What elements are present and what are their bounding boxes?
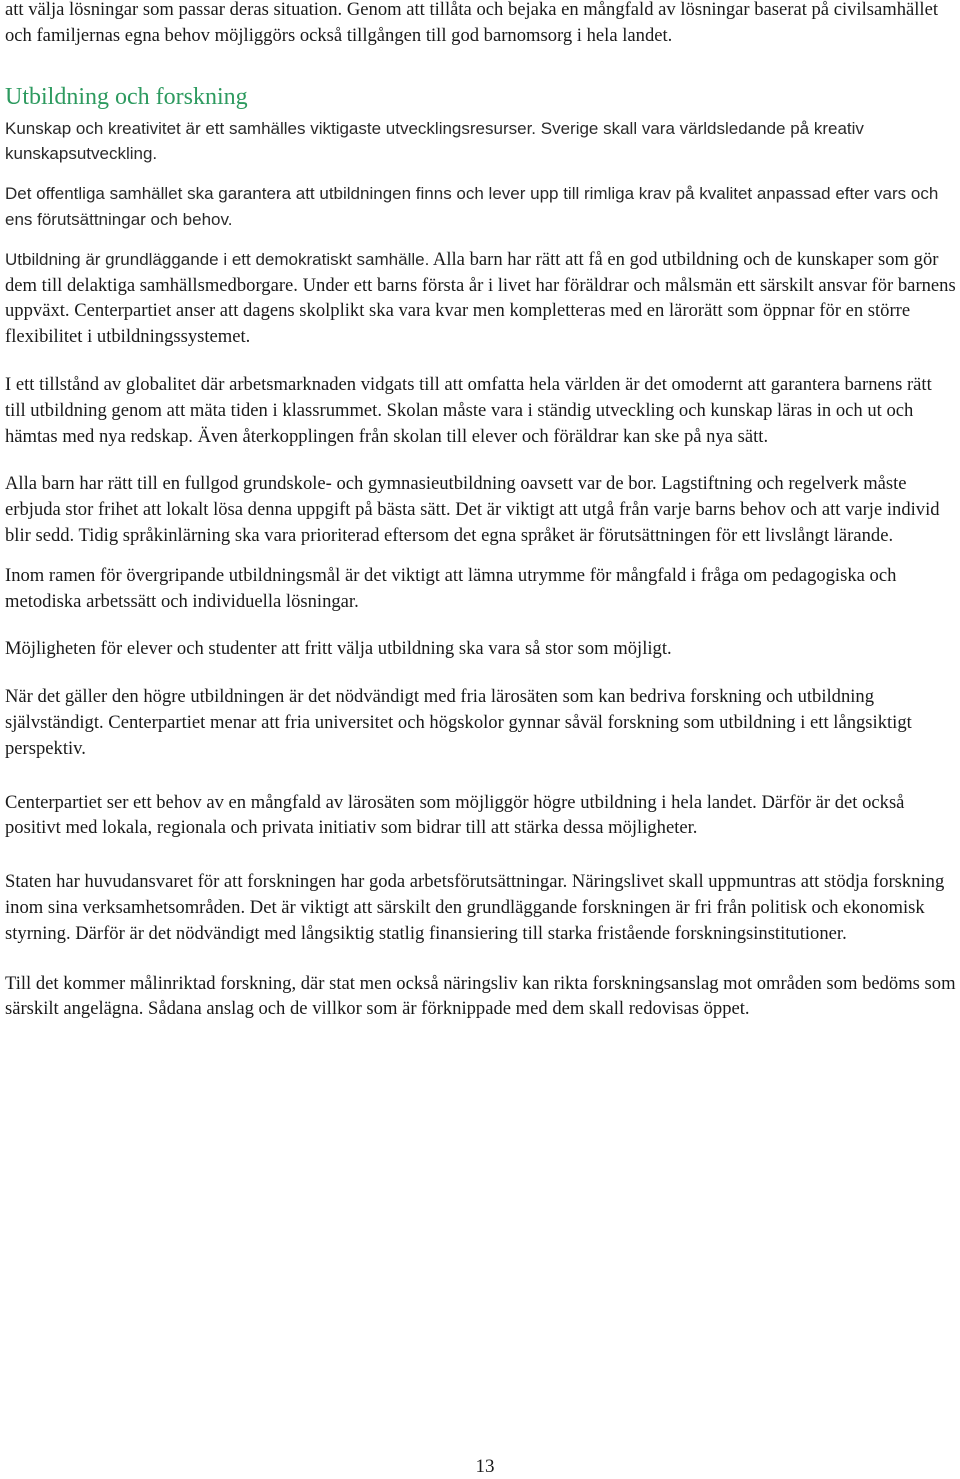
- lead-paragraph-1: Kunskap och kreativitet är ett samhälles viktigaste utvecklingsresurser. Sverige skall vara världsledande på kreativ kunskapsutveckling.: [5, 118, 864, 164]
- body-paragraph-7: Staten har huvudansvaret för att forskningen har goda arbetsförutsättningar. Näringslivet skall uppmuntras att stödja forskning inom sina verksamhetsområden. Det är viktigt att särskilt den grundläggande forskningen är fri från politisk och ekonomisk styrning. Därför är det nödvändigt med långsiktig statlig finansiering till starka fristående forskningsinstitutioner.: [5, 871, 945, 944]
- intro-paragraph: att välja lösningar som passar deras situation. Genom att tillåta och bejaka en mångfald av lösningar baserat på civilsamhället och familjernas egna behov möjliggörs också tillgången till god barnomsorg i hela landet.: [5, 0, 939, 46]
- body-paragraph-8: Till det kommer målinriktad forskning, där stat men också näringsliv kan rikta forskningsanslag mot områden som bedöms som särskilt angelägna. Sådana anslag och de villkor som är förknippade med dem skall redovisas öppet.: [5, 972, 956, 1020]
- document-page: [5, 0, 957, 1022]
- body-paragraph-5: När det gäller den högre utbildningen är det nödvändigt med fria lärosäten som kan bedriva forskning och utbildning självständigt. Centerpartiet menar att fria universitet och högskolor gynnar såväl forskning som utbildning i ett långsiktigt perspektiv.: [5, 686, 912, 759]
- body-paragraph-4: Möjligheten för elever och studenter att fritt välja utbildning ska vara så stor som möjligt.: [5, 638, 672, 660]
- body-paragraph-2: Alla barn har rätt till en fullgod grundskole- och gymnasieutbildning oavsett var de bor. Lagstiftning och regelverk måste erbjuda stor frihet att lokalt lösa denna uppgift på bästa sätt. Det är viktigt att utgå från varje barns behov och att varje individ blir sedd. Tidig språkinlärning ska vara prioriterad eftersom det egna språket är förutsättningen för ett livslångt lärande.: [5, 473, 940, 546]
- page-number: 13: [475, 1456, 495, 1477]
- mixed-paragraph-continuation: Alla barn har rätt att få en god utbildning och de kunskaper som gör dem till delaktiga samhällsmedborgare. Under ett barns första år i livet har föräldrar och målsmän ett särskilt ansvar för barnens uppväxt. Centerpartiet anser att dagens skolplikt ska vara kvar men kompletteras med en lärorätt som öppnar för en större flexibilitet i utbildningssystemet.: [5, 248, 956, 348]
- lead-paragraph-2: Det offentliga samhället ska garantera att utbildningen finns och lever upp till rimliga krav på kvalitet anpassad efter vars och ens förutsättningar och behov.: [5, 184, 939, 229]
- section-heading: Utbildning och forskning: [5, 83, 248, 110]
- lead-sentence: Utbildning är grundläggande i ett demokratiskt samhälle.: [5, 249, 430, 269]
- mixed-paragraph: [5, 247, 957, 350]
- body-paragraph-1: I ett tillstånd av globalitet där arbetsmarknaden vidgats till att omfatta hela världen är det omodernt att garantera barnens rätt till utbildning genom att mäta tiden i klassrummet. Skolan måste vara i ständig utveckling och kunskap läras in och ut och hämtas med nya redskap. Även återkopplingen från skolan till elever och föräldrar kan ske på nya sätt.: [5, 373, 932, 447]
- body-paragraph-3: Inom ramen för övergripande utbildningsmål är det viktigt att lämna utrymme för mångfald i fråga om pedagogiska och metodiska arbetssätt och individuella lösningar.: [5, 564, 897, 612]
- body-paragraph-6: Centerpartiet ser ett behov av en mångfald av lärosäten som möjliggör högre utbildning i hela landet. Därför är det också positivt med lokala, regionala och privata initiativ som bidrar till att stärka dessa möjligheter.: [5, 791, 905, 839]
